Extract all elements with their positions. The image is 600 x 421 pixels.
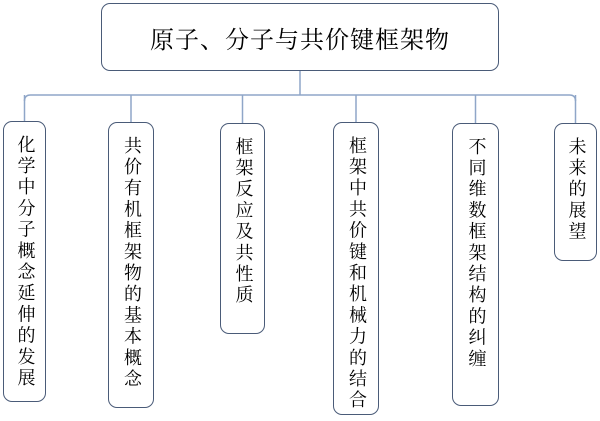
child-node-label: 共价有机框架物的基本概念 — [121, 136, 142, 391]
child-node-label: 不同维数框架结构的纠缠 — [465, 137, 487, 371]
child-node-framework-reactions — [220, 123, 265, 334]
child-node-label: 未来的展望 — [565, 137, 587, 243]
child-node-molecular-concept — [3, 121, 46, 402]
child-node-bond-mechanics — [333, 122, 379, 415]
connector-bus — [25, 95, 576, 101]
child-node-future-outlook — [554, 123, 597, 261]
child-node-label: 化学中分子概念延伸的发展 — [14, 135, 36, 390]
root-node — [101, 3, 499, 71]
child-node-label: 框架反应及共性质 — [232, 137, 254, 307]
root-node-label: 原子、分子与共价键框架物 — [150, 25, 450, 54]
child-node-cof-basics — [108, 122, 154, 408]
child-node-label: 框架中共价键和机械力的结合 — [346, 136, 367, 412]
child-node-framework-entanglement — [452, 123, 499, 406]
